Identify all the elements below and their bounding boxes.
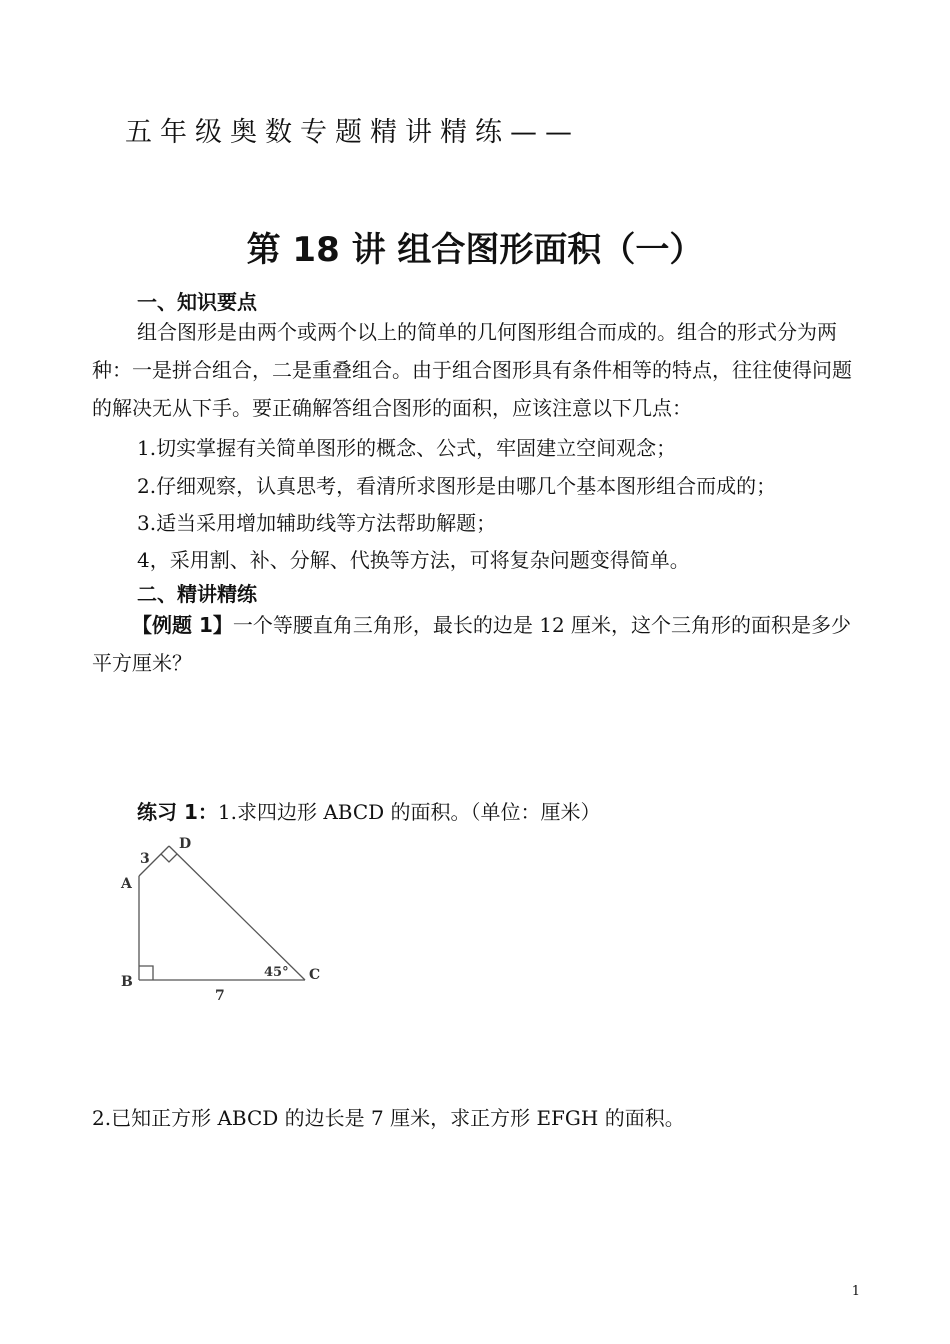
intro-paragraph [92,313,862,427]
exercise-1 [137,796,601,825]
example-paragraph [92,606,862,682]
point-item: 4，采用割、补、分解、代换等方法，可将复杂问题变得简单。 [137,548,690,572]
example-text: 一个等腰直角三角形，最长的边是 12 厘米，这个三角形的面积是多少平方厘米？ [92,613,852,675]
point-item: 1.切实掌握有关简单图形的概念、公式，牢固建立空间观念； [137,436,677,460]
label-side-3: 3 [140,851,150,867]
label-side-7: 7 [215,988,225,1002]
section-heading-knowledge: 一、知识要点 [137,290,257,314]
point-item: 2.仔细观察，认真思考，看清所求图形是由哪几个基本图形组合而成的； [137,474,777,498]
point-item: 3.适当采用增加辅助线等方法帮助解题； [137,511,497,535]
intro-text: 组合图形是由两个或两个以上的简单的几何图形组合而成的。组合的形式分为两种：一是拼合组合，二是重叠组合。由于组合图形具有条件相等的特点，往往使得问题的解决无从下手。要正确解答组合图形的面积，应该注意以下几点： [92,320,852,420]
quadrilateral-figure [115,832,335,1002]
side-dc [169,846,305,980]
label-c: C [309,967,321,983]
label-angle-45: 45° [264,965,289,980]
section-heading-practice: 二、精讲精练 [137,582,257,606]
right-angle-d [161,854,177,862]
example-label: 【例题 1】 [132,613,233,637]
exercise-2-text: 2.已知正方形 ABCD 的边长是 7 厘米，求正方形 EFGH 的面积。 [92,1106,685,1130]
label-d: D [179,836,192,852]
label-b: B [121,974,133,990]
series-title: 五年级奥数专题精讲精练—— [125,117,580,148]
page-number: 1 [851,1284,860,1299]
exercise-1-text: 1.求四边形 ABCD 的面积。（单位：厘米） [217,800,601,824]
right-angle-b [139,966,153,980]
exercise-label: 练习 1： [137,800,218,824]
lecture-title: 第 18 讲 组合图形面积（一） [246,230,704,270]
label-a: A [121,876,132,892]
